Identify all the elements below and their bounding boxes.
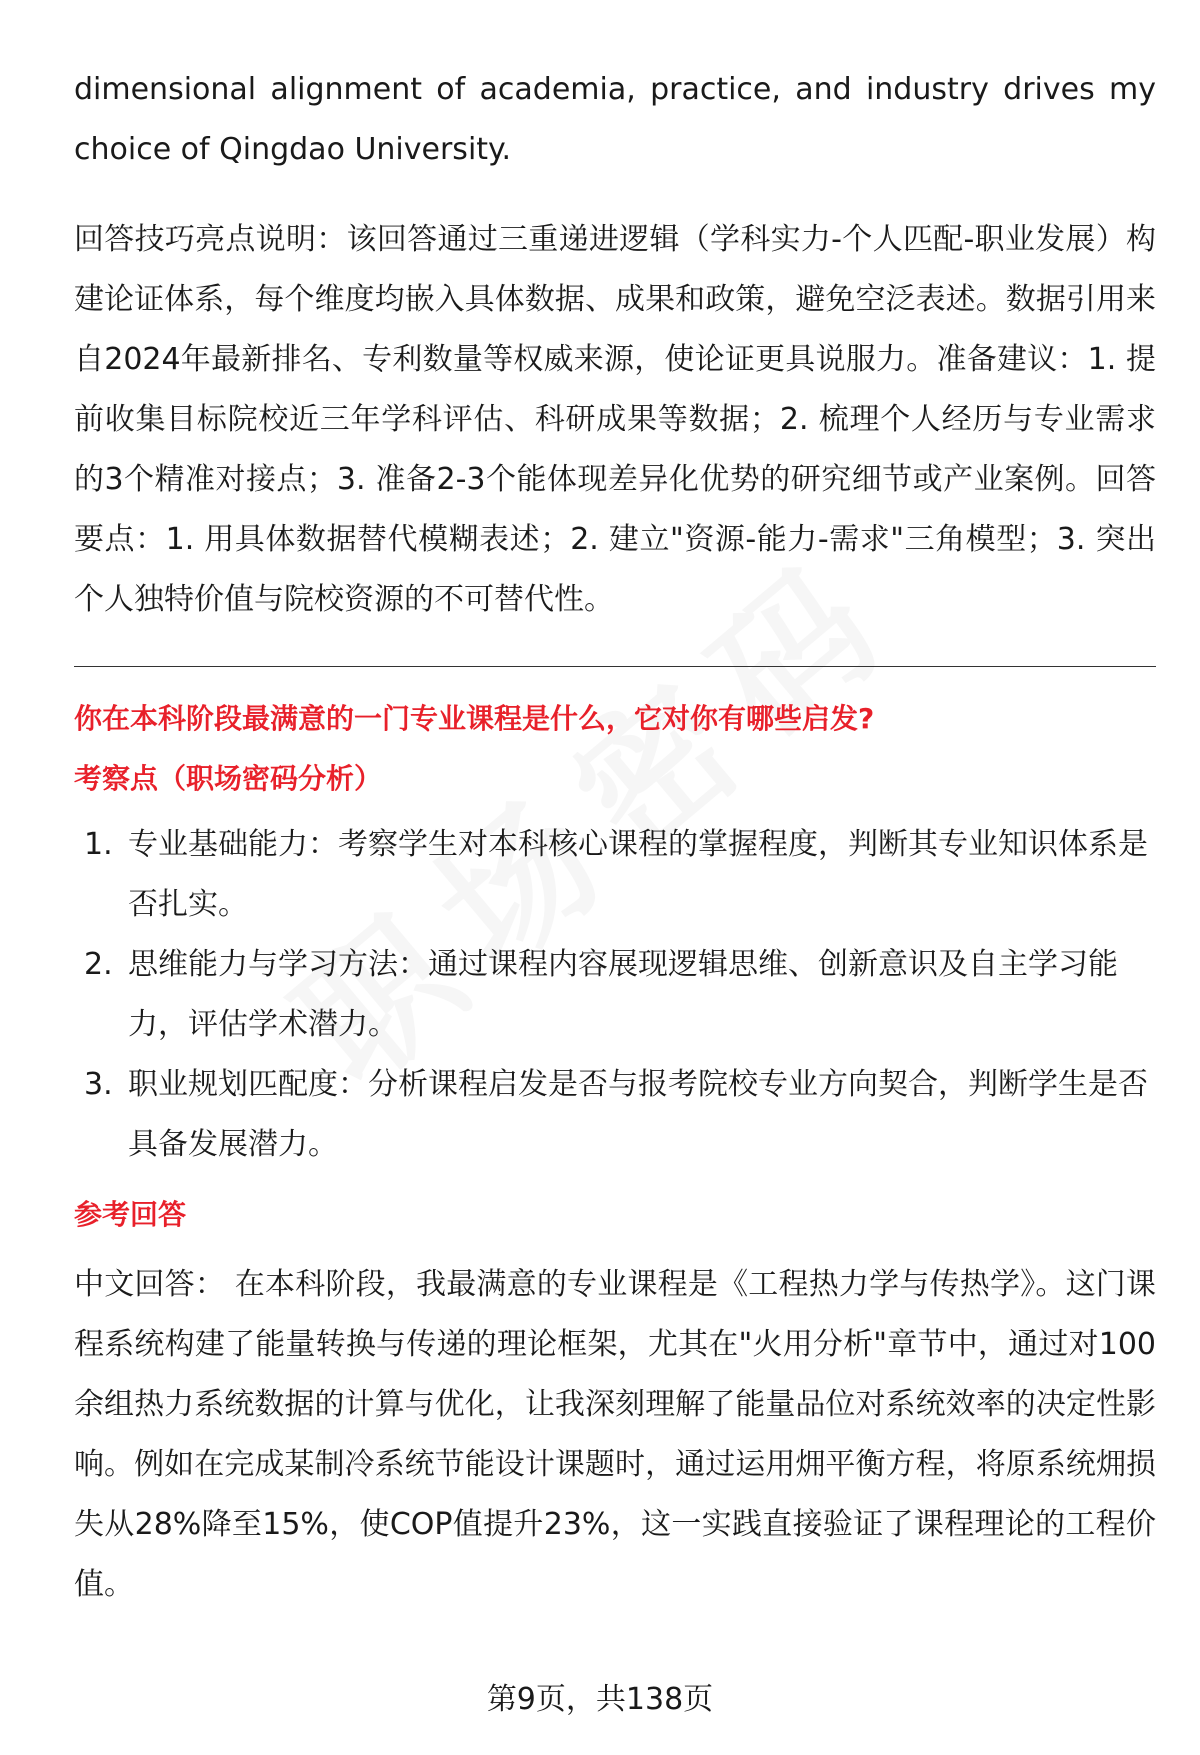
list-item-text: 思维能力与学习方法：通过课程内容展现逻辑思维、创新意识及自主学习能力，评估学术潜力。 bbox=[128, 947, 1118, 1042]
list-item-text: 职业规划匹配度：分析课程启发是否与报考院校专业方向契合，判断学生是否具备发展潜力。 bbox=[128, 1067, 1148, 1162]
page-number-footer: 第9页，共138页 bbox=[486, 1682, 714, 1717]
list-item-number: 1. bbox=[84, 827, 113, 862]
exam-points-list bbox=[74, 815, 1156, 1175]
chinese-answer-paragraph: 中文回答： 在本科阶段，我最满意的专业课程是《工程热力学与传热学》。这门课程系统构建了能量转换与传递的理论框架，尤其在"火用分析"章节中，通过对100余组热力系统数据的计算与优化，让我深刻理解了能量品位对系统效率的决定性影响。例如在完成某制冷系统节能设计课题时，通过运用㶲平衡方程，将原系统㶲损失从28%降至15%，使COP值提升23%，这一实践直接验证了课程理论的工程价值。 bbox=[74, 1267, 1156, 1602]
question-heading: 你在本科阶段最满意的一门专业课程是什么，它对你有哪些启发? bbox=[74, 702, 875, 735]
list-item-number: 3. bbox=[84, 1067, 113, 1102]
exam-points-heading: 考察点（职场密码分析） bbox=[74, 762, 383, 795]
section-divider bbox=[74, 666, 1156, 667]
document-page bbox=[74, 60, 1156, 1615]
list-item bbox=[74, 1055, 1156, 1175]
list-item-number: 2. bbox=[84, 947, 113, 982]
continued-paragraph: dimensional alignment of academia, practice, and industry drives my choice of Qingdao University. bbox=[74, 72, 1156, 167]
list-item bbox=[74, 935, 1156, 1055]
list-item bbox=[74, 815, 1156, 935]
reference-answer-heading: 参考回答 bbox=[74, 1198, 187, 1231]
tips-paragraph: 回答技巧亮点说明：该回答通过三重递进逻辑（学科实力-个人匹配-职业发展）构建论证体系，每个维度均嵌入具体数据、成果和政策，避免空泛表述。数据引用来自2024年最新排名、专利数量等权威来源，使论证更具说服力。准备建议：1. 提前收集目标院校近三年学科评估、科研成果等数据；2. 梳理个人经历与专业需求的3个精准对接点；3. 准备2-3个能体现差异化优势的研究细节或产业案例。回答要点：1. 用具体数据替代模糊表述；2. 建立"资源-能力-需求"三角模型；3. 突出个人独特价值与院校资源的不可替代性。 bbox=[74, 222, 1156, 617]
list-item-text: 专业基础能力：考察学生对本科核心课程的掌握程度，判断其专业知识体系是否扎实。 bbox=[128, 827, 1148, 922]
